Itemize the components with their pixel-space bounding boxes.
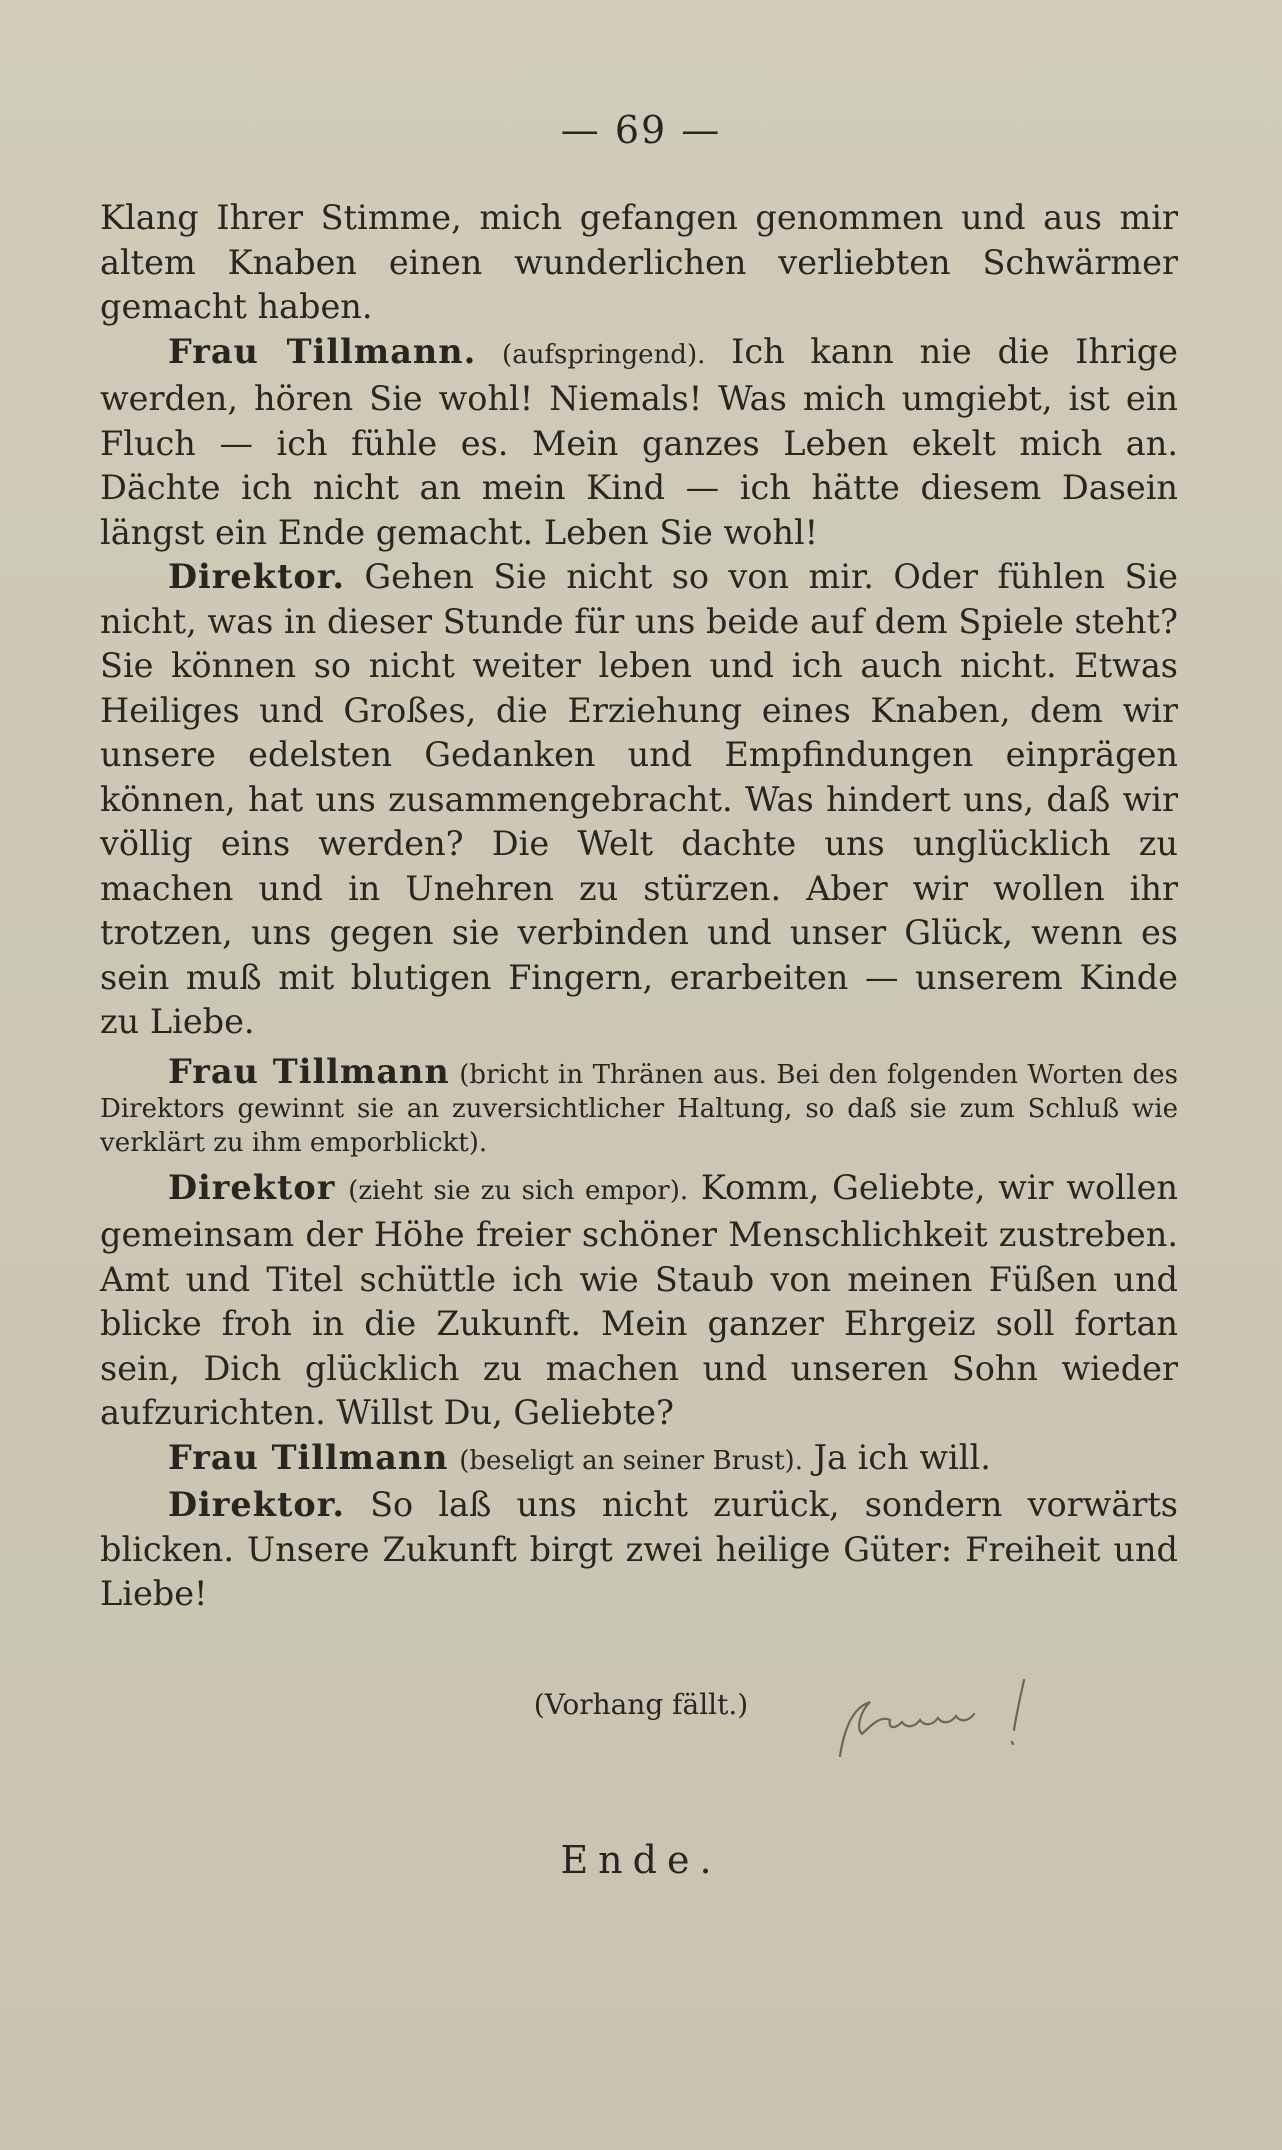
paragraph-text: Ich kann nie die Ihrige werden, hören Sie wohl! Niemals! Was mich umgiebt, ist ein Fluch — ich fühle es. Mein ganzes Leben ekelt mich an. Dächte ich nicht an mein Kind — ich hätte diesem Dasein längst ein Ende gemacht. Leben Sie wohl!	[100, 331, 1178, 552]
stage-direction: (bricht in Thränen aus. Bei den folgenden Worten des Direktors gewinnt sie an zuversichtlicher Haltung, so daß sie zum Schluß wie verklärt zu ihm emporblickt).	[100, 1059, 1179, 1158]
end-text: Ende.	[560, 1838, 722, 1882]
paragraph-frau-tillmann-1	[100, 330, 1178, 556]
paragraph-frau-tillmann-2	[100, 1051, 1179, 1160]
speaker-name: Frau Tillmann.	[168, 331, 477, 371]
handwritten-signature	[822, 1668, 1052, 1778]
paragraph-text: So laß uns nicht zurück, sondern vorwärts blicken. Unsere Zukunft birgt zwei heilige Güter: Freiheit und Liebe!	[100, 1485, 1178, 1613]
paragraph-text: Gehen Sie nicht so von mir. Oder fühlen Sie nicht, was in dieser Stunde für uns beide auf dem Spiele steht? Sie können so nicht weiter leben und ich auch nicht. Etwas Heiliges und Großes, die Erziehung eines Knaben, dem wir unsere edelsten Gedanken und Empfindungen einprägen können, hat uns zusammengebracht. Was hindert uns, daß wir völlig eins werden? Die Welt dachte uns unglücklich zu machen und in Unehren zu stürzen. Aber wir wollen ihr trotzen, uns gegen sie verbinden und unser Glück, wenn es sein muß mit blutigen Fingern, erarbeiten — unserem Kinde zu Liebe.	[100, 557, 1178, 1041]
speaker-name: Frau Tillmann	[168, 1437, 449, 1477]
paragraph-text: Komm, Geliebte, wir wollen gemeinsam der Höhe freier schöner Menschlichkeit zustreben. Amt und Titel schüttle ich wie Staub von meinen Füßen und blicke froh in die Zukunft. Mein ganzer Ehrgeiz soll fortan sein, Dich glücklich zu machen und unseren Sohn wieder aufzurichten. Willst Du, Geliebte?	[100, 1167, 1178, 1432]
paragraph-direktor-3	[100, 1483, 1178, 1617]
stage-direction: (aufspringend).	[502, 339, 706, 370]
paragraph-direktor-1	[100, 555, 1178, 1045]
stage-direction: (zieht sie zu sich empor).	[348, 1175, 689, 1206]
stage-direction: (beseligt an seiner Brust).	[459, 1445, 803, 1476]
speaker-name: Direktor	[168, 1167, 336, 1207]
paragraph-continuation	[100, 196, 1178, 330]
page-number: — 69 —	[560, 108, 722, 152]
dialogue-text	[100, 196, 1178, 1617]
paragraph-frau-tillmann-3	[100, 1436, 1178, 1484]
speaker-name: Direktor.	[168, 557, 346, 596]
paragraph-direktor-2	[100, 1166, 1178, 1436]
paragraph-text: Ja ich will.	[813, 1437, 991, 1477]
speaker-name: Direktor.	[168, 1485, 346, 1524]
speaker-name: Frau Tillmann	[168, 1051, 450, 1091]
paragraph-text: Klang Ihrer Stimme, mich gefangen genommen und aus mir altem Knaben einen wunderlichen verliebten Schwärmer gemacht haben.	[100, 198, 1178, 326]
closing-stage-direction: (Vorhang fällt.)	[533, 1688, 749, 1721]
